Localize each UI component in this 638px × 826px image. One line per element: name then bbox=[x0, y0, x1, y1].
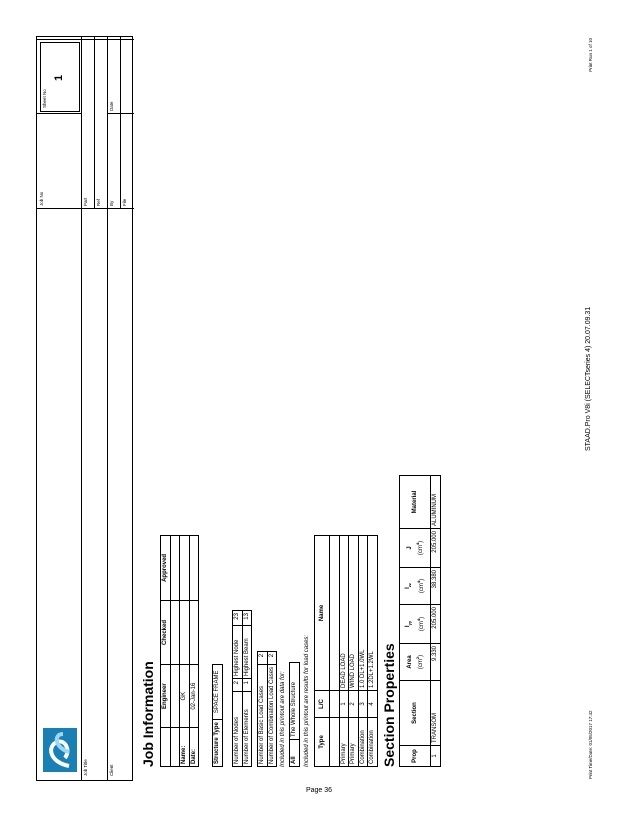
printout-scope: All bbox=[290, 740, 300, 767]
highest-node-label: Highest Node bbox=[233, 626, 243, 679]
job-no-label: Job No bbox=[39, 191, 44, 206]
printout-scope-value: The Whole Structure bbox=[290, 663, 300, 740]
date-label: Date bbox=[109, 101, 114, 111]
job-information-table bbox=[160, 535, 199, 767]
nodes-label: Number of Nodes bbox=[233, 692, 243, 767]
table-row: Primary 2 WIND LOAD bbox=[349, 536, 359, 767]
col-j: J $(cm^4)$ bbox=[400, 529, 431, 568]
highest-beam-value: 13 bbox=[242, 611, 252, 626]
col-prop: Prop bbox=[400, 746, 431, 767]
col-iyy: $I_{yy}$ $(cm^4)$ bbox=[400, 605, 431, 644]
page-number: Page 36 bbox=[305, 787, 333, 794]
job-title-label: Job Title bbox=[83, 759, 88, 776]
combination-load-cases-value: 2 bbox=[267, 651, 277, 664]
col-engineer: Engineer bbox=[161, 665, 171, 728]
combination-load-cases-label: Number of Combination Load Cases bbox=[267, 664, 277, 766]
col-izz: $I_{zz}$ $(cm^4)$ bbox=[400, 568, 431, 605]
basic-load-cases-value: 2 bbox=[258, 651, 268, 664]
table-row: Combination 3 1.0 DL+1.0WL bbox=[358, 536, 368, 767]
date-engineer: 02-Jan-16 bbox=[189, 665, 199, 728]
col-section: Section bbox=[400, 681, 431, 746]
name-engineer: GK bbox=[180, 665, 190, 728]
printout-scope-table bbox=[289, 662, 300, 767]
col-lc: L/C bbox=[315, 691, 330, 718]
software-version: STAAD.Pro V8i (SELECTseries 4) 20.07.09.31 bbox=[585, 306, 592, 451]
structure-type-table bbox=[212, 664, 223, 767]
col-approved: Approved bbox=[161, 536, 171, 601]
col-checked: Checked bbox=[161, 600, 171, 664]
load-cases-caption: Included in this printout are results for load cases: bbox=[304, 634, 310, 767]
by-label: By bbox=[109, 200, 114, 206]
table-row: Primary 1 DEAD LOAD bbox=[339, 536, 349, 767]
file-label: File bbox=[122, 198, 127, 206]
printout-scope-caption: Included in this printout are data for: bbox=[280, 671, 286, 767]
section-properties-title: Section Properties bbox=[381, 643, 397, 767]
client-label: Client bbox=[109, 764, 114, 776]
ref-label: Ref bbox=[96, 198, 101, 206]
print-time-date: Print Time/Date: 01/05/2017 17:42 bbox=[588, 710, 593, 779]
basic-load-cases-label: Number of Basic Load Cases bbox=[258, 664, 268, 766]
highest-beam-label: Highest Beam bbox=[242, 626, 252, 679]
rotated-page bbox=[36, 36, 602, 781]
title-block bbox=[36, 36, 133, 781]
load-case-counts-table bbox=[257, 651, 277, 767]
job-information-title: Job Information bbox=[140, 661, 156, 767]
col-material: Material bbox=[400, 476, 431, 529]
table-row: 1 TRANSOM 9.330 205.000 38.380 205.000 ALUMINUM bbox=[431, 476, 441, 767]
load-cases-table bbox=[314, 535, 378, 767]
printout-sheet bbox=[36, 36, 602, 781]
col-area: Area $(cm^2)$ bbox=[400, 644, 431, 681]
sheet-no-label: Sheet No bbox=[42, 89, 47, 108]
part-label: Part bbox=[83, 197, 88, 206]
section-properties-table bbox=[399, 475, 441, 767]
table-row: Combination 4 1.2DL+1.2WL bbox=[368, 536, 378, 767]
structure-type-value: SPACE FRAME bbox=[213, 664, 223, 720]
nodes-value: 2 bbox=[233, 679, 243, 692]
sheet-no-value: 1 bbox=[53, 74, 65, 81]
staad-pro-logo-icon bbox=[43, 728, 77, 772]
structure-type-label: Structure Type bbox=[213, 720, 223, 767]
highest-node-value: 23 bbox=[233, 611, 243, 626]
date-row-label: Date: bbox=[189, 728, 199, 767]
col-type: Type bbox=[315, 718, 330, 767]
sheet-number-box bbox=[40, 42, 80, 112]
name-label: Name: bbox=[180, 728, 190, 767]
elements-value: 1 bbox=[242, 679, 252, 692]
model-counts-table bbox=[232, 610, 252, 767]
col-name: Name bbox=[315, 536, 330, 691]
print-run: Print Run 1 of 10 bbox=[588, 38, 593, 72]
elements-label: Number of Elements bbox=[242, 692, 252, 767]
